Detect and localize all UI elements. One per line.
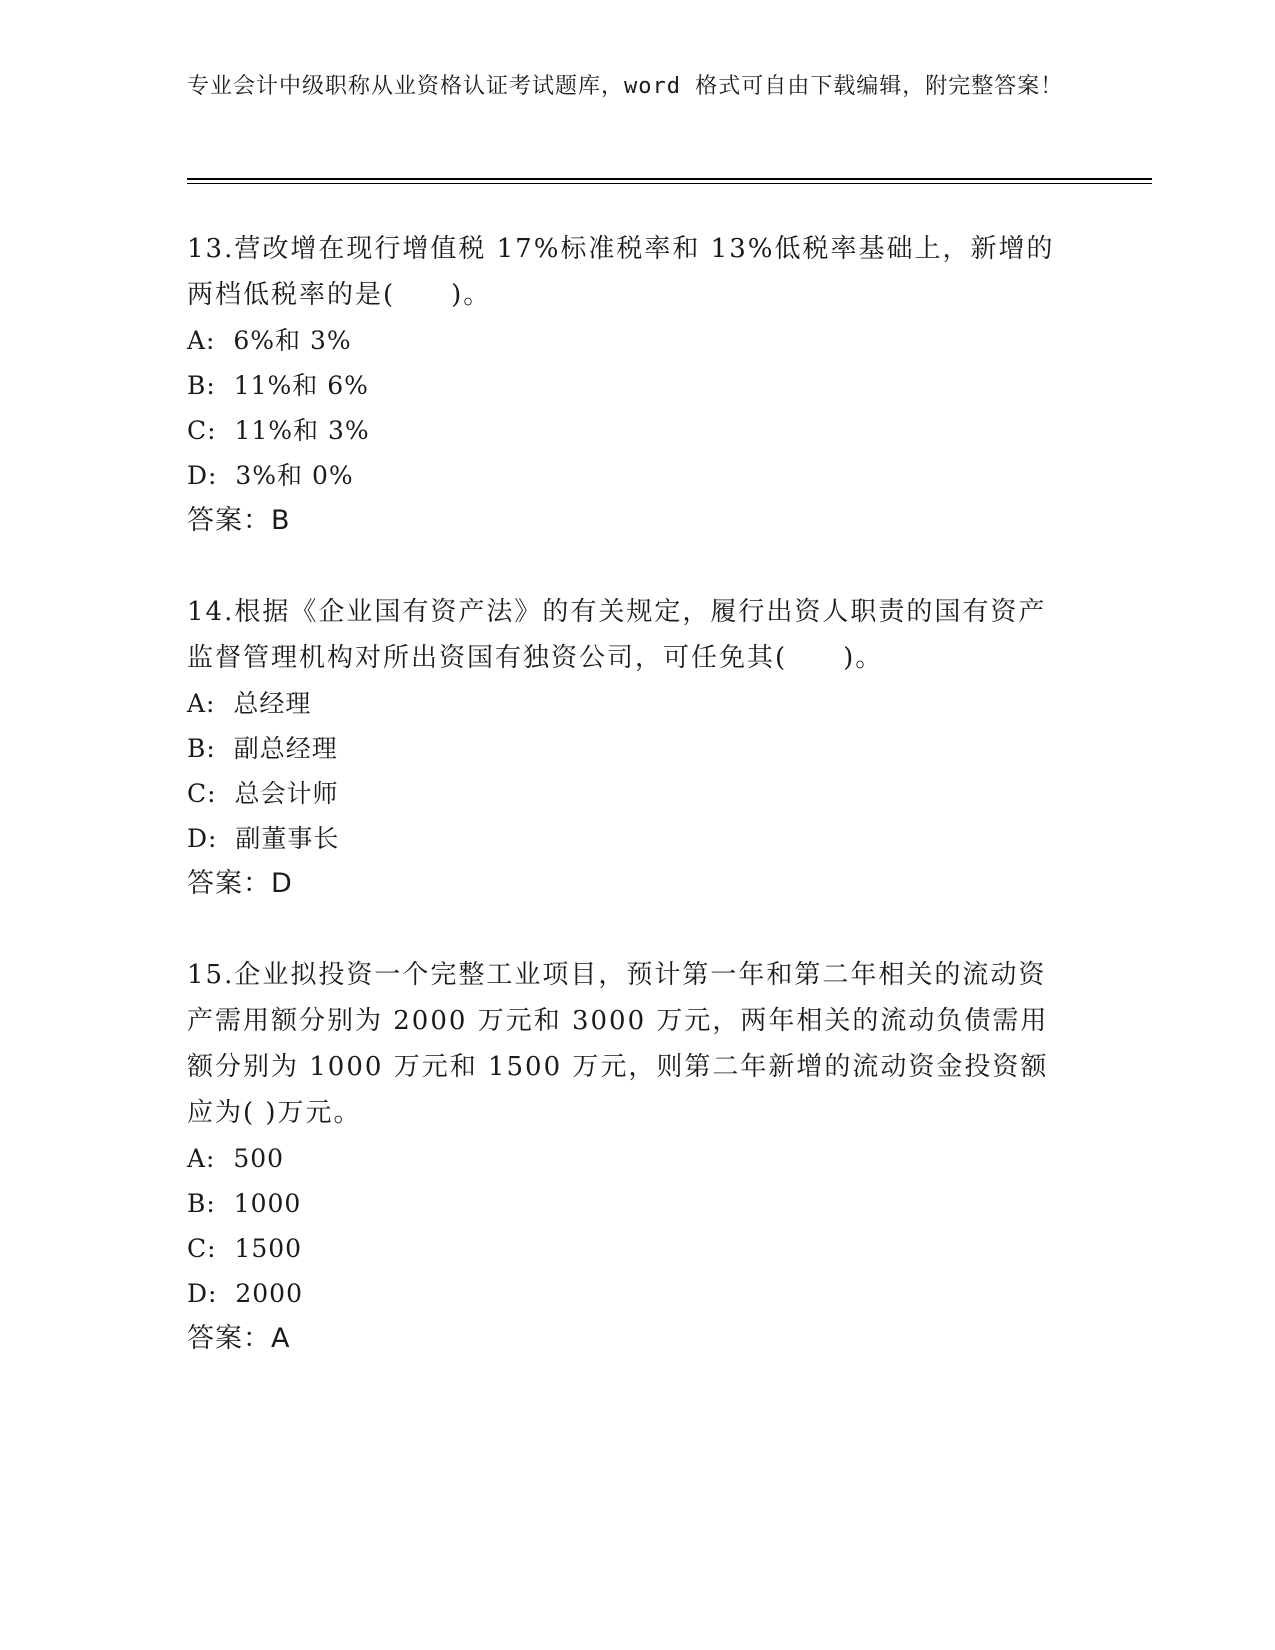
option-b: B: 11%和 6% [187, 371, 369, 400]
option-c: C: 1500 [187, 1234, 303, 1263]
question-stem: 14.根据《企业国有资产法》的有关规定，履行出资人职责的国有资产监督管理机构对所出资国有独资公司，可任免其( )。 [187, 597, 1047, 673]
option-b: B: 副总经理 [187, 734, 338, 763]
document-header: 专业会计中级职称从业资格认证考试题库，word 格式可自由下载编辑，附完整答案！ [187, 74, 1064, 99]
option-a: A: 6%和 3% [187, 326, 352, 355]
option-list [187, 318, 1067, 498]
option-d: D: 2000 [187, 1279, 303, 1308]
question-15 [187, 952, 1067, 1362]
option-a: A: 500 [187, 1144, 285, 1173]
option-d: D: 副董事长 [187, 824, 340, 853]
question-stem: 15.企业拟投资一个完整工业项目，预计第一年和第二年相关的流动资产需用额分别为 2000 万元和 3000 万元，两年相关的流动负债需用额分别为 1000 万元和 1500 万元，则第二年新增的流动资金投资额应为( )万元。 [187, 960, 1049, 1128]
option-a: A: 总经理 [187, 689, 312, 718]
option-d: D: 3%和 0% [187, 461, 354, 490]
question-13 [187, 226, 1067, 544]
option-c: C: 11%和 3% [187, 416, 370, 445]
option-b: B: 1000 [187, 1189, 302, 1218]
option-list [187, 1136, 1067, 1316]
header-divider-thin [187, 183, 1152, 184]
answer-line: 答案：D [187, 868, 293, 899]
question-14 [187, 589, 1067, 907]
option-list [187, 681, 1067, 861]
question-stem: 13.营改增在现行增值税 17%标准税率和 13%低税率基础上，新增的两档低税率的是( )。 [187, 234, 1055, 310]
answer-line: 答案：A [187, 1323, 291, 1354]
option-c: C: 总会计师 [187, 779, 339, 808]
answer-line: 答案：B [187, 505, 291, 536]
header-divider-thick [187, 178, 1152, 180]
